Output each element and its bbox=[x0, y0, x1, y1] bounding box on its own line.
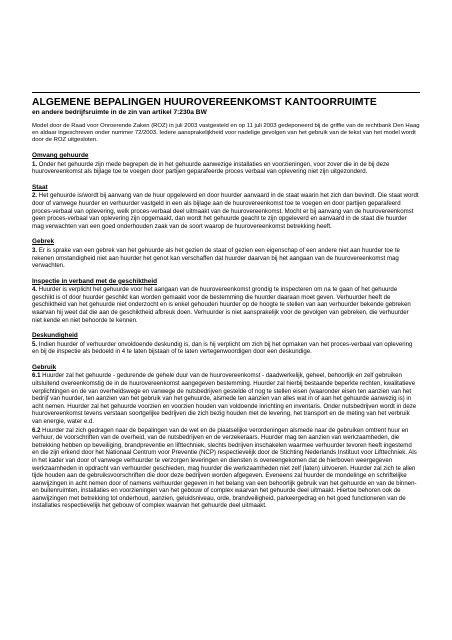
section-heading: Gebruik bbox=[32, 363, 57, 371]
paragraph: 3. Er is sprake van een gebrek van het gehuurde als het gezien de staat of gezien een eigenschap of een andere niet aan huurder toe te rekenen omstandigheid niet aan huurder het genot kan verschaffen dat huurder daarvan bij het aangaan van de huurovereenkomst mag verwachten. bbox=[32, 246, 400, 270]
document-subtitle: en andere bedrijfsruimte in de zin van artikel 7:230a BW bbox=[32, 109, 207, 116]
document-body bbox=[32, 92, 420, 510]
section-heading: Staat bbox=[32, 183, 48, 191]
section-heading: Inspectie in verband met de geschiktheid bbox=[32, 277, 158, 285]
intro-text: Model door de Raad voor Onroerende Zaken (ROZ) in juli 2003 vastgesteld en op 11 juli 2003 gedeponeerd bij de griffie van de rechtbank Den Haag en aldaar ingeschreven onder nummer 72/2003. Iedere aansprakelijkheid voor nadelige gevolgen van het gebruik van de tekst van het model wordt door de ROZ uitgesloten. bbox=[32, 123, 420, 144]
paragraph: 4. Huurder is verplicht het gehuurde voor het aangaan van de huurovereenkomst grondig te inspecteren om na te gaan of het gehuurde geschikt is of door huurder geschikt kan worden gemaakt voor de bestemming die huurder daaraan moet geven. Verhuurder heeft de geschiktheid van het gehuurde niet onderzocht en is enkel gehouden huurder op de hoogte te stellen van aan verhuurder bekende gebreken waarvan hij weet dat die aan de geschiktheid afbreuk doen. Verhuurder is niet aansprakelijk voor de gevolgen van gebreken, die verhuurder niet kende en niet behoorde te kennen. bbox=[32, 286, 411, 324]
paragraph: 5. Indien huurder of verhuurder onvoldoende deskundig is, dan is hij verplicht om zich bij het opmaken van het proces-verbaal van oplevering en bij de inspectie als bedoeld in 4 te laten bijstaan of te laten vertegenwoordigen door een deskundige. bbox=[32, 340, 413, 356]
section-heading: Gebrek bbox=[32, 238, 55, 246]
paragraph: 6.1 Huurder zal het gehuurde - gedurende de gehele duur van de huurovereenkomst - daadwerkelijk, geheel, behoorlijk en zelf gebruiken uitsluitend overeenkomstig de in de huurovereenkomst aangegeven bestemming. Huurder zal hierbij bestaande beperkte rechten, kwalitatieve verplichtingen en de van overheidswege en vanwege de nutsbedrijven gestelde of nog te stellen eisen (waaronder eisen ten aanzien van het bedrijf van huurder, ten aanzien van het gebruik van het gehuurde, alsmede ten aanzien van alles wat in of aan het gehuurde aanwezig is) in acht nemen. Huurder zal het gehuurde voorzien en voorzien houden van voldoende inrichting en inventaris. Onder nutsbedrijven wordt in deze huurovereenkomst tevens verstaan soortgelijke bedrijven die zich bezig houden met de levering, het transport en de meting van het verbruik van energie, water e.d. bbox=[32, 372, 417, 425]
section-heading: Omvang gehuurde bbox=[32, 152, 89, 160]
section-heading: Deskundigheid bbox=[32, 332, 78, 340]
paragraph: 6.2 Huurder zal zich gedragen naar de bepalingen van de wet en de plaatselijke verordeningen alsmede naar de gebruiken omtrent huur en verhuur, de voorschriften van de overheid, van de nutsbedrijven en de verzekeraars. Huurder mag ten aanzien van werkzaamheden, die betrekking hebben op beveiliging, brandpreventie en lifttechniek, slechts bedrijven inschakelen waarmee verhuurder tevoren heeft ingestemd en die zijn erkend door het Nationaal Centrum voor Preventie (NCP) respectievelijk door de Stichting Nederlands Instituut voor Lifttechniek. Als in het kader van door of vanwege verhuurder te verzorgen leveringen en diensten is overeengekomen dat de hierboven weergegeven werkzaamheden in opdracht van verhuurder geschieden, mag huurder die werkzaamheden niet zelf (laten) uitvoeren. Huurder zal zich te allen tijde houden aan de gebruiksvoorschriften die door deze bedrijven worden afgegeven. Eveneens zal huurder de mondelinge en schriftelijke aanwijzingen in acht nemen door of namens verhuurder gegeven in het belang van een behoorlijk gebruik van het gehuurde en van de binnen- en buitenruimten, installaties en voorzieningen van het gebouw of complex waarvan het gehuurde deel uitmaakt. Hiertoe behoren ook de aanwijzingen met betrekking tot onderhoud, aanzien, geluidsniveau, orde, brandveiligheid, parkeergedrag en het goed functioneren van de installaties respectievelijk het gebouw of complex waarvan het gehuurde deel uitmaakt. bbox=[32, 426, 417, 510]
paragraph: 2. Het gehuurde is/wordt bij aanvang van de huur opgeleverd en door huurder aanvaard in de staat waarin het zich dan bevindt. Die staat wordt door of vanwege huurder en verhuurder vastgeld in een als bijlage aan de huurovereenkomst toe te voegen en door partijen geparafeerd proces-verbaal van oplevering, welk proces-verbaal deel uitmaakt van de huurovereenkomst. Mocht er bij aanvang van de huurovereenkomst geen proces-verbaal van oplevering zijn opgemaakt, dan wordt het gehuurde geacht te zijn opgeleverd en aanvaard in de staat die huurder mag verwachten van een goed onderhouden zaak van de soort waarop de huurovereenkomst betrekking heeft. bbox=[32, 192, 419, 230]
paragraph: 1. Onder het gehuurde zijn mede begrepen de in het gehuurde aanwezige installaties en voorzieningen, voor zover die in de bij deze huurovereenkomst als bijlage toe te voegen door partijen geparafeerde proces verbaal van oplevering niet zijn uitgezonderd. bbox=[32, 160, 390, 176]
title-rule bbox=[32, 92, 420, 93]
document-title: ALGEMENE BEPALINGEN HUUROVEREENKOMST KANTOORRUIMTE bbox=[32, 97, 377, 108]
